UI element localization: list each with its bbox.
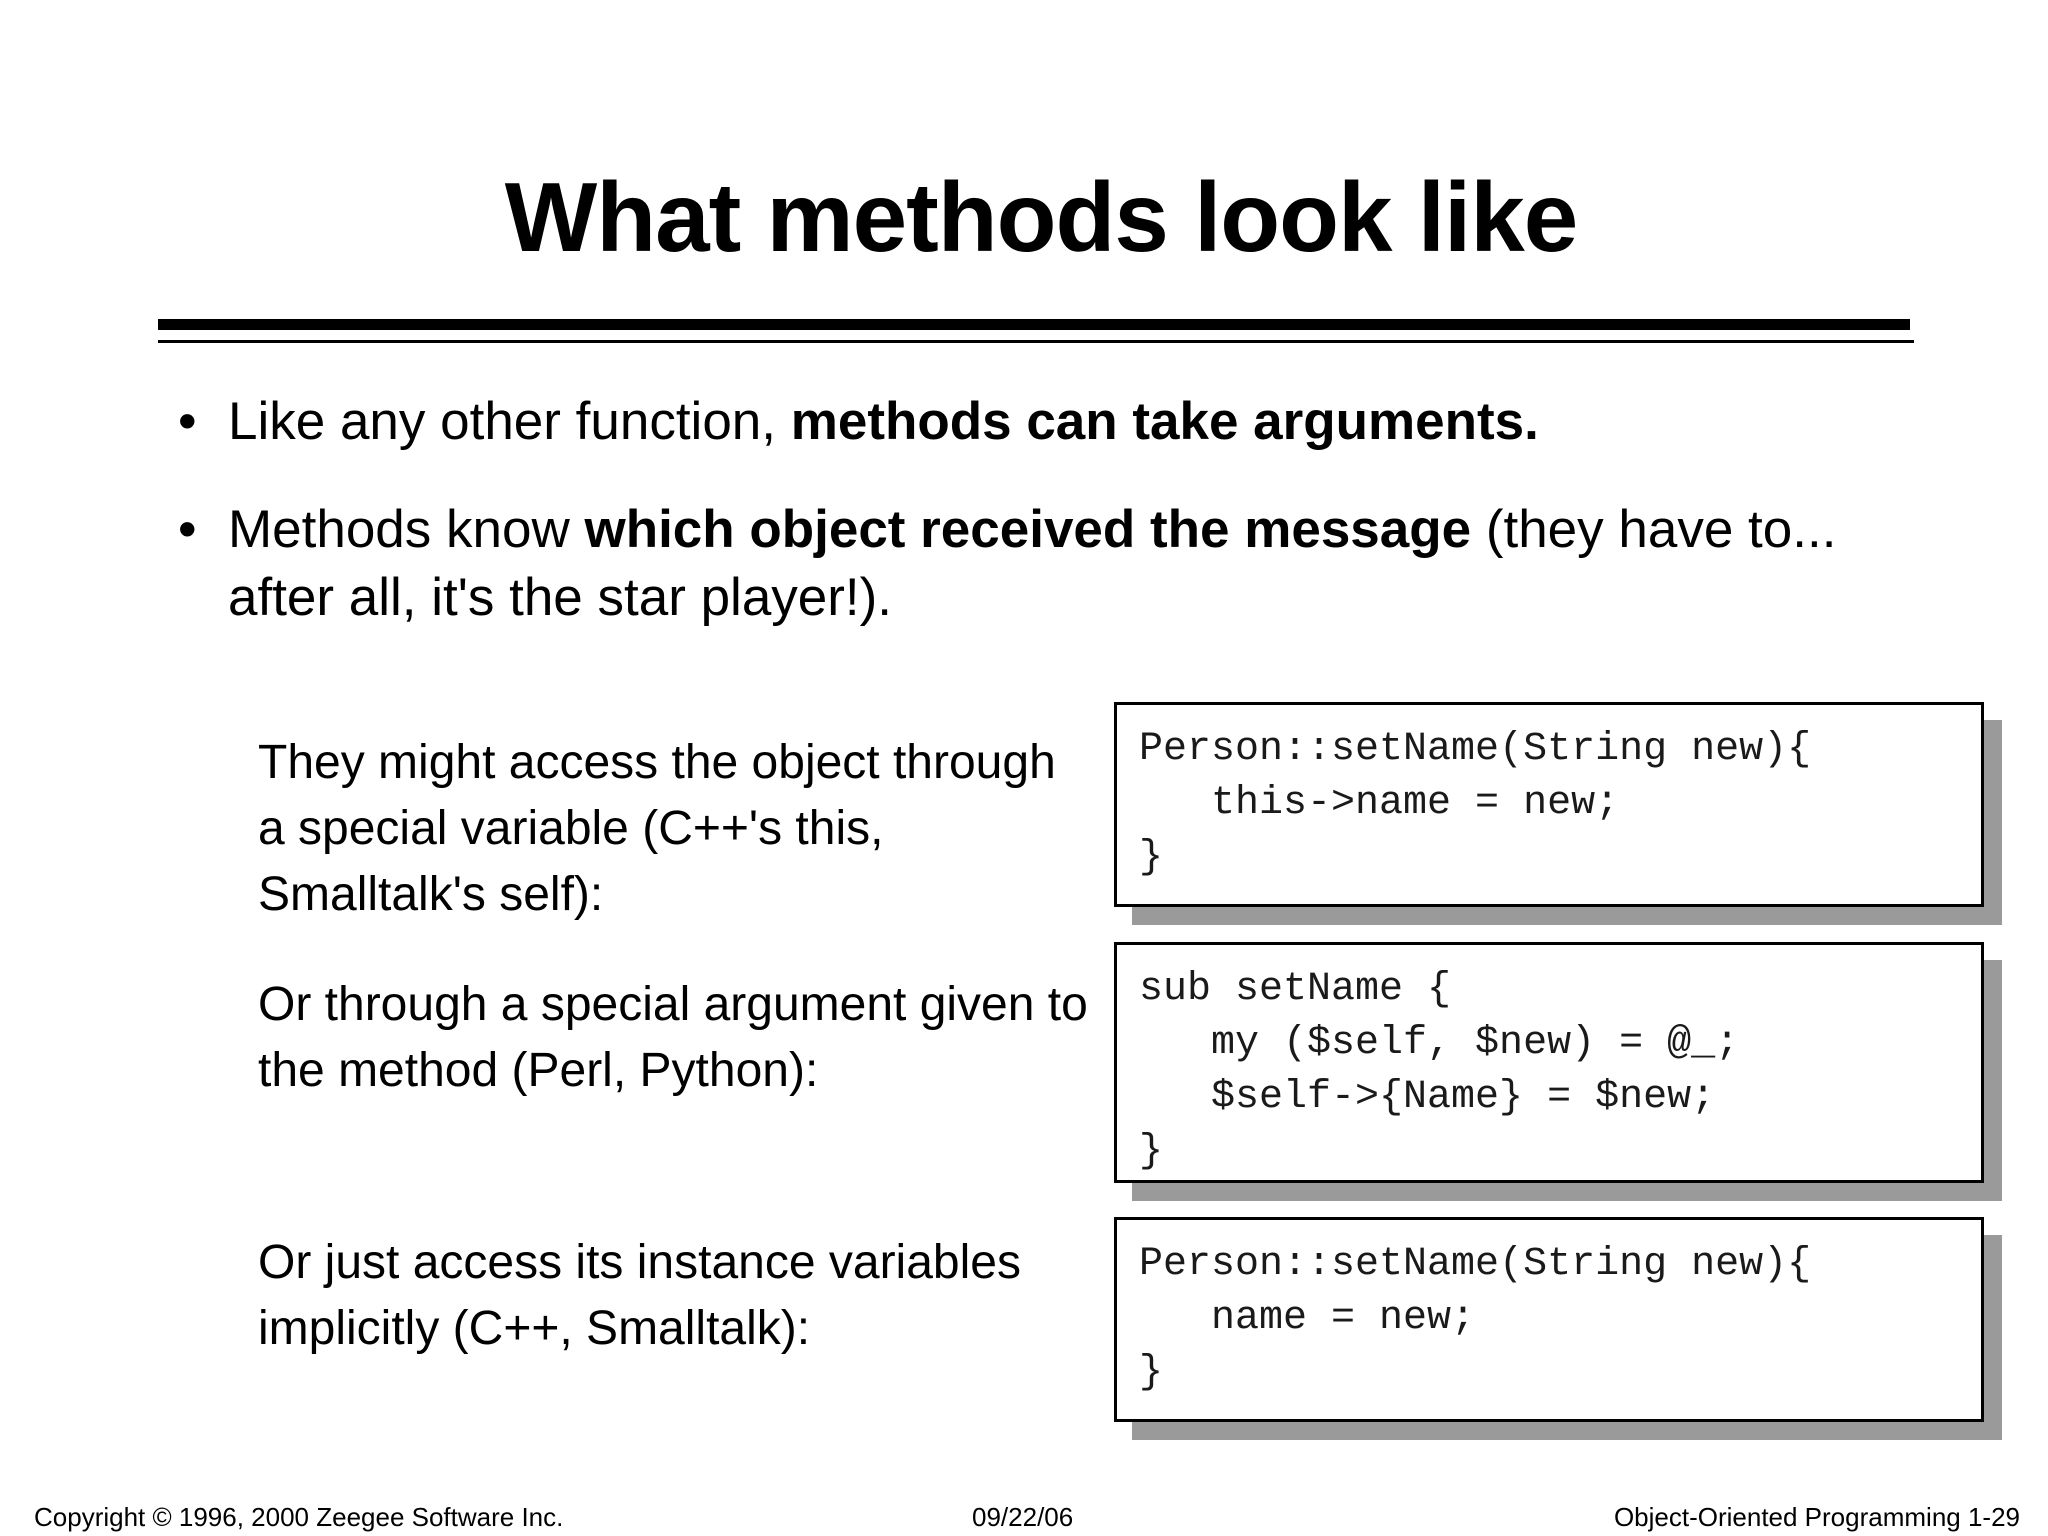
description-special-argument: Or through a special argument given to the method (Perl, Python):	[258, 978, 1088, 1097]
code-line: sub setName {	[1139, 967, 1452, 1012]
code-line: name = new;	[1139, 1296, 1476, 1341]
code-block-cpp-implicit	[1114, 1217, 1984, 1422]
code-line: }	[1139, 835, 1164, 880]
code-line: this->name = new;	[1139, 781, 1620, 826]
footer-copyright: Copyright © 1996, 2000 Zeegee Software Inc.	[34, 1502, 564, 1532]
bullet-text	[178, 388, 1938, 456]
slide-title: What methods look like	[504, 162, 1578, 272]
code-line: Person::setName(String new){	[1139, 727, 1812, 772]
bullet-dot: •	[178, 392, 197, 451]
code-line: my ($self, $new) = @_;	[1139, 1021, 1740, 1066]
code-block-cpp-this	[1114, 702, 1984, 907]
code-block-perl	[1114, 942, 1984, 1183]
bullet-text-emphasis: which object received the message	[584, 500, 1472, 559]
bullet-text-emphasis: methods can take arguments.	[790, 392, 1539, 451]
bullet-text-part: (they have to... after all, it's the star player!).	[228, 500, 1837, 627]
bullet-text-part: Like any other function,	[228, 392, 791, 451]
bullet-text-part: Methods know	[228, 500, 585, 559]
footer-date: 09/22/06	[972, 1502, 1074, 1532]
footer-course: Object-Oriented Programming 1-29	[1613, 1502, 2020, 1532]
code-line: }	[1139, 1350, 1164, 1395]
bullet-dot: •	[178, 500, 197, 559]
bullet-item-arguments	[178, 388, 1938, 456]
title-rule-thin	[158, 340, 1914, 343]
code-line: Person::setName(String new){	[1139, 1242, 1812, 1287]
description-special-variable: They might access the object through a special variable (C++'s this, Smalltalk's self):	[258, 736, 1056, 921]
bullet-item-receiver	[178, 496, 1938, 632]
code-line: $self->{Name} = $new;	[1139, 1075, 1716, 1120]
description-implicit-access: Or just access its instance variables implicitly (C++, Smalltalk):	[258, 1236, 1021, 1355]
code-line: }	[1139, 1129, 1164, 1174]
bullet-text	[178, 496, 1938, 632]
title-rule-thick	[158, 319, 1910, 330]
